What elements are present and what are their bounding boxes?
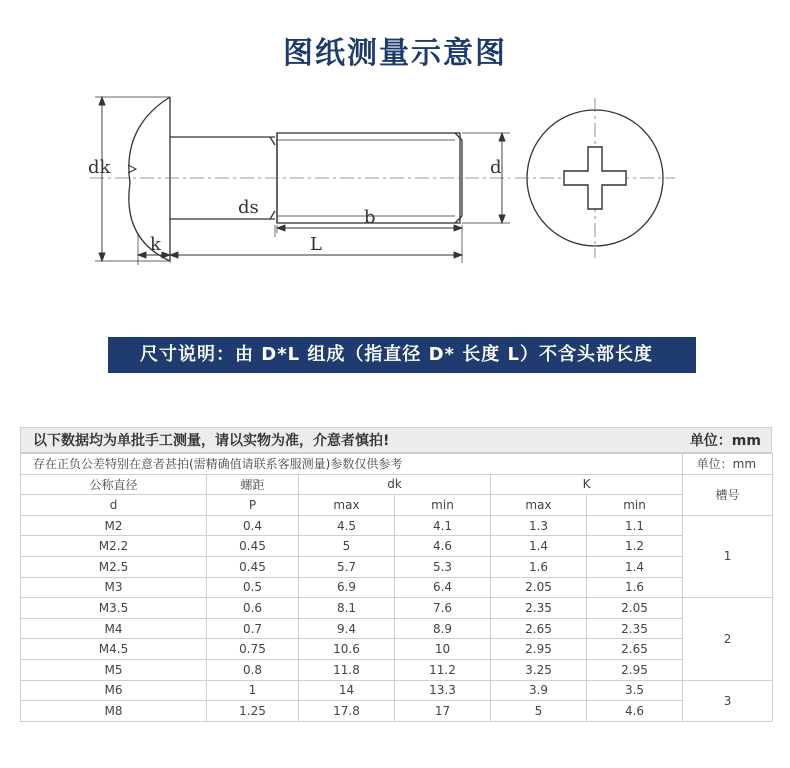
header-pitch: 螺距: [207, 474, 299, 495]
cell-d: M2.5: [21, 556, 207, 577]
header-nominal-sym: d: [21, 495, 207, 516]
page-title: 图纸测量示意图: [283, 36, 507, 71]
header-dk-max: max: [299, 495, 395, 516]
label-l: L: [310, 234, 322, 255]
cell-p: 0.6: [207, 598, 299, 619]
table-row: [21, 639, 773, 660]
cell-dk-min: 4.6: [395, 536, 491, 557]
cell-dk-max: 5.7: [299, 556, 395, 577]
cell-dk-max: 11.8: [299, 659, 395, 680]
table-row: [21, 598, 773, 619]
cell-k-min: 1.6: [587, 577, 683, 598]
cell-d: M2.2: [21, 536, 207, 557]
cell-dk-min: 17: [395, 701, 491, 722]
cell-dk-max: 17.8: [299, 701, 395, 722]
cell-k-max: 3.9: [491, 680, 587, 701]
cell-k-min: 4.6: [587, 701, 683, 722]
cell-k-min: 2.65: [587, 639, 683, 660]
cell-dk-max: 4.5: [299, 515, 395, 536]
cell-k-min: 1.2: [587, 536, 683, 557]
header-pitch-sym: P: [207, 495, 299, 516]
cell-dk-min: 5.3: [395, 556, 491, 577]
cell-dk-max: 10.6: [299, 639, 395, 660]
cell-dk-min: 13.3: [395, 680, 491, 701]
cell-d: M3: [21, 577, 207, 598]
table-row: [21, 536, 773, 557]
cell-slot: 1: [683, 515, 773, 597]
subnote-unit: 单位：mm: [683, 454, 773, 475]
cell-p: 1.25: [207, 701, 299, 722]
screw-drawing: [70, 85, 730, 275]
notice-unit: 单位：mm: [689, 433, 761, 449]
table-subheader-row: [21, 495, 773, 516]
label-d: d: [490, 157, 502, 178]
table-row: [21, 701, 773, 722]
label-k: k: [150, 234, 161, 255]
cell-dk-max: 6.9: [299, 577, 395, 598]
cell-d: M4: [21, 618, 207, 639]
cell-dk-max: 5: [299, 536, 395, 557]
header-slot: 槽号: [683, 474, 773, 515]
notice-text: 以下数据均为单批手工测量，请以实物为准，介意者慎拍!: [33, 433, 390, 449]
cell-d: M5: [21, 659, 207, 680]
cell-d: M3.5: [21, 598, 207, 619]
cell-k-max: 5: [491, 701, 587, 722]
cell-dk-max: 8.1: [299, 598, 395, 619]
cell-dk-min: 7.6: [395, 598, 491, 619]
cell-k-max: 2.65: [491, 618, 587, 639]
cell-dk-min: 6.4: [395, 577, 491, 598]
cell-k-min: 2.05: [587, 598, 683, 619]
cell-d: M4.5: [21, 639, 207, 660]
table-row: [21, 515, 773, 536]
cell-p: 0.5: [207, 577, 299, 598]
spec-table-container: [20, 427, 772, 722]
label-ds: ds: [238, 197, 259, 218]
cell-p: 0.8: [207, 659, 299, 680]
spec-table: [20, 453, 773, 722]
screw-end-view: [515, 98, 675, 258]
table-row: [21, 659, 773, 680]
cell-k-min: 1.4: [587, 556, 683, 577]
header-dk-min: min: [395, 495, 491, 516]
measurement-notice: [20, 427, 772, 453]
dimension-note-banner: 尺寸说明：由 D*L 组成（指直径 D* 长度 L）不含头部长度: [108, 337, 696, 373]
table-row: [21, 680, 773, 701]
table-row: [21, 577, 773, 598]
cell-d: M8: [21, 701, 207, 722]
cell-slot: 3: [683, 680, 773, 721]
cell-p: 0.45: [207, 556, 299, 577]
table-subnote-row: [21, 454, 773, 475]
cell-p: 0.4: [207, 515, 299, 536]
cell-p: 0.75: [207, 639, 299, 660]
label-dk: dk: [88, 157, 111, 178]
cell-dk-max: 14: [299, 680, 395, 701]
cell-dk-max: 9.4: [299, 618, 395, 639]
table-row: [21, 618, 773, 639]
cell-k-max: 1.4: [491, 536, 587, 557]
header-k-max: max: [491, 495, 587, 516]
cell-k-max: 3.25: [491, 659, 587, 680]
cell-k-max: 2.95: [491, 639, 587, 660]
cell-k-max: 1.6: [491, 556, 587, 577]
cell-p: 0.45: [207, 536, 299, 557]
cell-k-min: 2.95: [587, 659, 683, 680]
cell-d: M2: [21, 515, 207, 536]
cell-p: 0.7: [207, 618, 299, 639]
table-header-row: [21, 474, 773, 495]
table-row: [21, 556, 773, 577]
cell-p: 1: [207, 680, 299, 701]
cell-k-max: 2.35: [491, 598, 587, 619]
cell-d: M6: [21, 680, 207, 701]
cell-k-min: 2.35: [587, 618, 683, 639]
header-k: K: [491, 474, 683, 495]
cell-k-max: 2.05: [491, 577, 587, 598]
cell-slot: 2: [683, 598, 773, 680]
header-dk: dk: [299, 474, 491, 495]
cell-dk-min: 11.2: [395, 659, 491, 680]
cell-dk-min: 10: [395, 639, 491, 660]
cell-k-min: 3.5: [587, 680, 683, 701]
cell-dk-min: 8.9: [395, 618, 491, 639]
header-k-min: min: [587, 495, 683, 516]
cell-k-min: 1.1: [587, 515, 683, 536]
cell-k-max: 1.3: [491, 515, 587, 536]
subnote-text: 存在正负公差特别在意者甚拍(需精确值请联系客服测量)参数仅供参考: [21, 454, 683, 475]
label-b: b: [364, 207, 376, 228]
header-nominal: 公称直径: [21, 474, 207, 495]
phillips-cross-icon: [564, 147, 626, 209]
cell-dk-min: 4.1: [395, 515, 491, 536]
